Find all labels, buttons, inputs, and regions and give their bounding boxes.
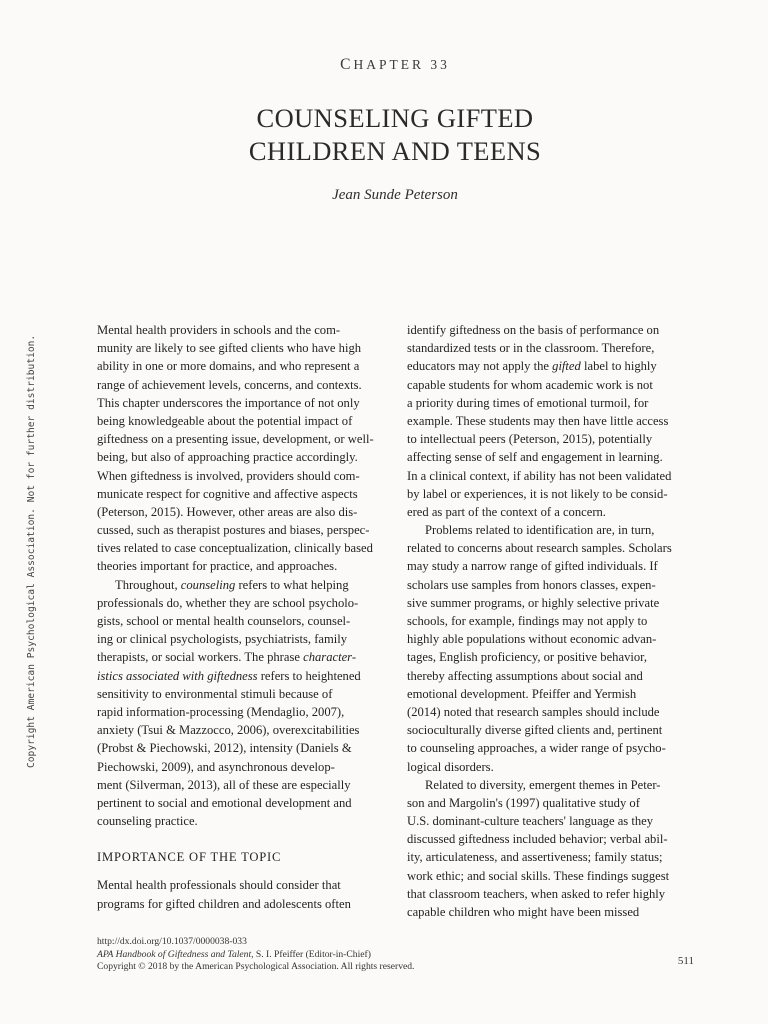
text-line: tages, English proficiency, or positive behavior, bbox=[407, 650, 647, 665]
text-line: counseling practice. bbox=[97, 814, 198, 829]
text-line: (Probst & Piechowski, 2012), intensity (Daniels & bbox=[97, 741, 352, 756]
text-line: that classroom teachers, when asked to refer highly bbox=[407, 886, 666, 901]
italic-term: gifted bbox=[552, 359, 581, 374]
text-line bbox=[97, 576, 377, 594]
text-line: municate respect for cognitive and affective aspects bbox=[97, 486, 358, 501]
chapter-label-initial: C bbox=[340, 56, 354, 73]
chapter-label-rest: HAPTER bbox=[353, 57, 424, 72]
text-line: discussed giftedness included behavior; verbal abil- bbox=[407, 832, 668, 847]
text-line: logical disorders. bbox=[407, 759, 494, 774]
text-line: range of achievement levels, concerns, and contexts. bbox=[97, 377, 362, 392]
text-line: theories important for practice, and approaches. bbox=[97, 559, 338, 574]
text-line bbox=[407, 357, 689, 375]
text-line: capable students for whom academic work is not bbox=[407, 377, 653, 392]
text-line: pertinent to social and emotional development and bbox=[97, 795, 352, 810]
text-run: Throughout, bbox=[115, 577, 181, 592]
text-line: gists, school or mental health counselors, counsel- bbox=[97, 614, 351, 628]
text-line: work ethic; and social skills. These findings suggest bbox=[407, 868, 670, 883]
page-number: 511 bbox=[677, 955, 694, 967]
text-line: This chapter underscores the importance of not only bbox=[97, 395, 360, 410]
text-line: may study a narrow range of gifted individuals. If bbox=[407, 559, 658, 574]
text-run: educators may not apply the bbox=[407, 359, 553, 374]
chapter-label bbox=[0, 56, 768, 74]
text-line: cussed, such as therapist postures and biases, perspec- bbox=[97, 523, 370, 538]
copyright-line: Copyright © 2018 by the American Psychological Association. All rights reserved. bbox=[97, 961, 415, 972]
author-name: Jean Sunde Peterson bbox=[332, 187, 458, 203]
book-title: APA Handbook of Giftedness and Talent, bbox=[97, 948, 254, 960]
book-citation bbox=[97, 949, 517, 962]
footer-citation bbox=[97, 936, 517, 974]
text-line: sive summer programs, or highly selective private bbox=[407, 595, 660, 610]
text-line: being knowledgeable about the potential impact of bbox=[97, 413, 353, 428]
text-line: anxiety (Tsui & Mazzocco, 2006), overexcitabilities bbox=[97, 723, 360, 738]
text-run: refers to what helping bbox=[235, 577, 349, 592]
text-run: therapists, or social workers. The phrase bbox=[97, 650, 304, 665]
text-line: ity, articulateness, and assertiveness; family status; bbox=[407, 850, 663, 865]
text-line: (2014) noted that research samples should include bbox=[407, 704, 660, 719]
text-line: U.S. dominant-culture teachers' language as they bbox=[407, 814, 654, 829]
text-line: ability in one or more domains, and who represent a bbox=[97, 359, 360, 374]
chapter-title-line-2: CHILDREN AND TEENS bbox=[248, 136, 542, 166]
text-line: highly able populations without economic advan- bbox=[407, 632, 657, 647]
text-run: refers to heightened bbox=[257, 668, 361, 683]
text-line: In a clinical context, if ability has not been validated bbox=[407, 468, 672, 483]
text-line: Problems related to identification are, in turn, bbox=[425, 523, 655, 538]
right-column bbox=[407, 321, 689, 921]
text-line: related to concerns about research samples. Scholars bbox=[407, 541, 672, 556]
text-line: giftedness on a presenting issue, development, or well- bbox=[97, 432, 374, 447]
importance-paragraph bbox=[97, 876, 377, 912]
text-line: by label or experiences, it is not likely to be consid- bbox=[407, 486, 668, 501]
italic-term: character- bbox=[303, 650, 357, 665]
text-line: thereby affecting assumptions about social and bbox=[407, 668, 643, 683]
left-column bbox=[97, 321, 377, 913]
text-line: Mental health providers in schools and the com- bbox=[97, 323, 341, 337]
text-line bbox=[97, 667, 377, 685]
text-line: sensitivity to environmental stimuli because of bbox=[97, 686, 333, 701]
definitions-paragraph bbox=[97, 576, 377, 831]
text-line bbox=[97, 648, 377, 666]
text-line: son and Margolin's (1997) qualitative study of bbox=[407, 795, 640, 810]
text-line: tives related to case conceptualization, clinically based bbox=[97, 541, 373, 556]
text-line: capable children who might have been missed bbox=[407, 905, 640, 919]
book-editor: S. I. Pfeiffer (Editor-in-Chief) bbox=[253, 948, 371, 960]
italic-term: counseling bbox=[180, 577, 236, 592]
intro-paragraph bbox=[97, 321, 377, 576]
text-run: label to highly bbox=[580, 359, 657, 374]
text-line: affecting sense of self and engagement in learning. bbox=[407, 450, 663, 465]
chapter-number: 33 bbox=[430, 57, 450, 72]
diversity-paragraph bbox=[407, 776, 689, 922]
text-line: example. These students may then have little access bbox=[407, 413, 669, 428]
text-line: Related to diversity, emergent themes in Peter- bbox=[425, 777, 661, 792]
text-line: ment (Silverman, 2013), all of these are especially bbox=[97, 777, 351, 792]
text-line: (Peterson, 2015). However, other areas are also dis- bbox=[97, 504, 358, 519]
text-line: When giftedness is involved, providers should com- bbox=[97, 468, 360, 483]
text-line: munity are likely to see gifted clients who have high bbox=[97, 341, 362, 356]
text-line: Piechowski, 2009), and asynchronous develop- bbox=[97, 759, 335, 774]
text-line: scholars use samples from honors classes, expen- bbox=[407, 577, 656, 592]
text-line: ered as part of the context of a concern. bbox=[407, 504, 606, 519]
text-line: ing or clinical psychologists, psychiatrists, family bbox=[97, 632, 348, 647]
text-line: professionals do, whether they are school psycholo- bbox=[97, 595, 359, 610]
text-line: to counseling approaches, a wider range of psycho- bbox=[407, 741, 666, 756]
text-line: Mental health professionals should consider that bbox=[97, 878, 341, 893]
text-line: standardized tests or in the classroom. Therefore, bbox=[407, 341, 655, 356]
text-line: programs for gifted children and adolescents often bbox=[97, 896, 351, 911]
text-line: being, but also of approaching practice accordingly. bbox=[97, 450, 358, 465]
chapter-title bbox=[0, 102, 768, 168]
copyright-sidebar bbox=[24, 302, 40, 768]
copyright-sidebar-text: Copyright American Psychological Association. Not for further distribution. bbox=[26, 334, 37, 768]
chapter-title-line-1: COUNSELING GIFTED bbox=[256, 103, 534, 133]
text-line: to intellectual peers (Peterson, 2015), potentially bbox=[407, 432, 653, 447]
identification-paragraph bbox=[407, 321, 689, 521]
text-line: socioculturally diverse gifted clients and, pertinent bbox=[407, 723, 663, 738]
text-line: emotional development. Pfeiffer and Yermish bbox=[407, 686, 637, 701]
italic-term: istics associated with giftedness bbox=[97, 668, 258, 683]
section-heading: IMPORTANCE OF THE TOPIC bbox=[97, 850, 282, 865]
research-samples-paragraph bbox=[407, 521, 689, 776]
text-line: rapid information-processing (Mendaglio, 2007), bbox=[97, 704, 345, 719]
text-line: a priority during times of emotional turmoil, for bbox=[407, 395, 649, 410]
text-line: identify giftedness on the basis of performance on bbox=[407, 323, 660, 337]
text-line: schools, for example, findings may not apply to bbox=[407, 614, 648, 628]
doi-link[interactable]: http://dx.doi.org/10.1037/0000038-033 bbox=[97, 936, 247, 947]
